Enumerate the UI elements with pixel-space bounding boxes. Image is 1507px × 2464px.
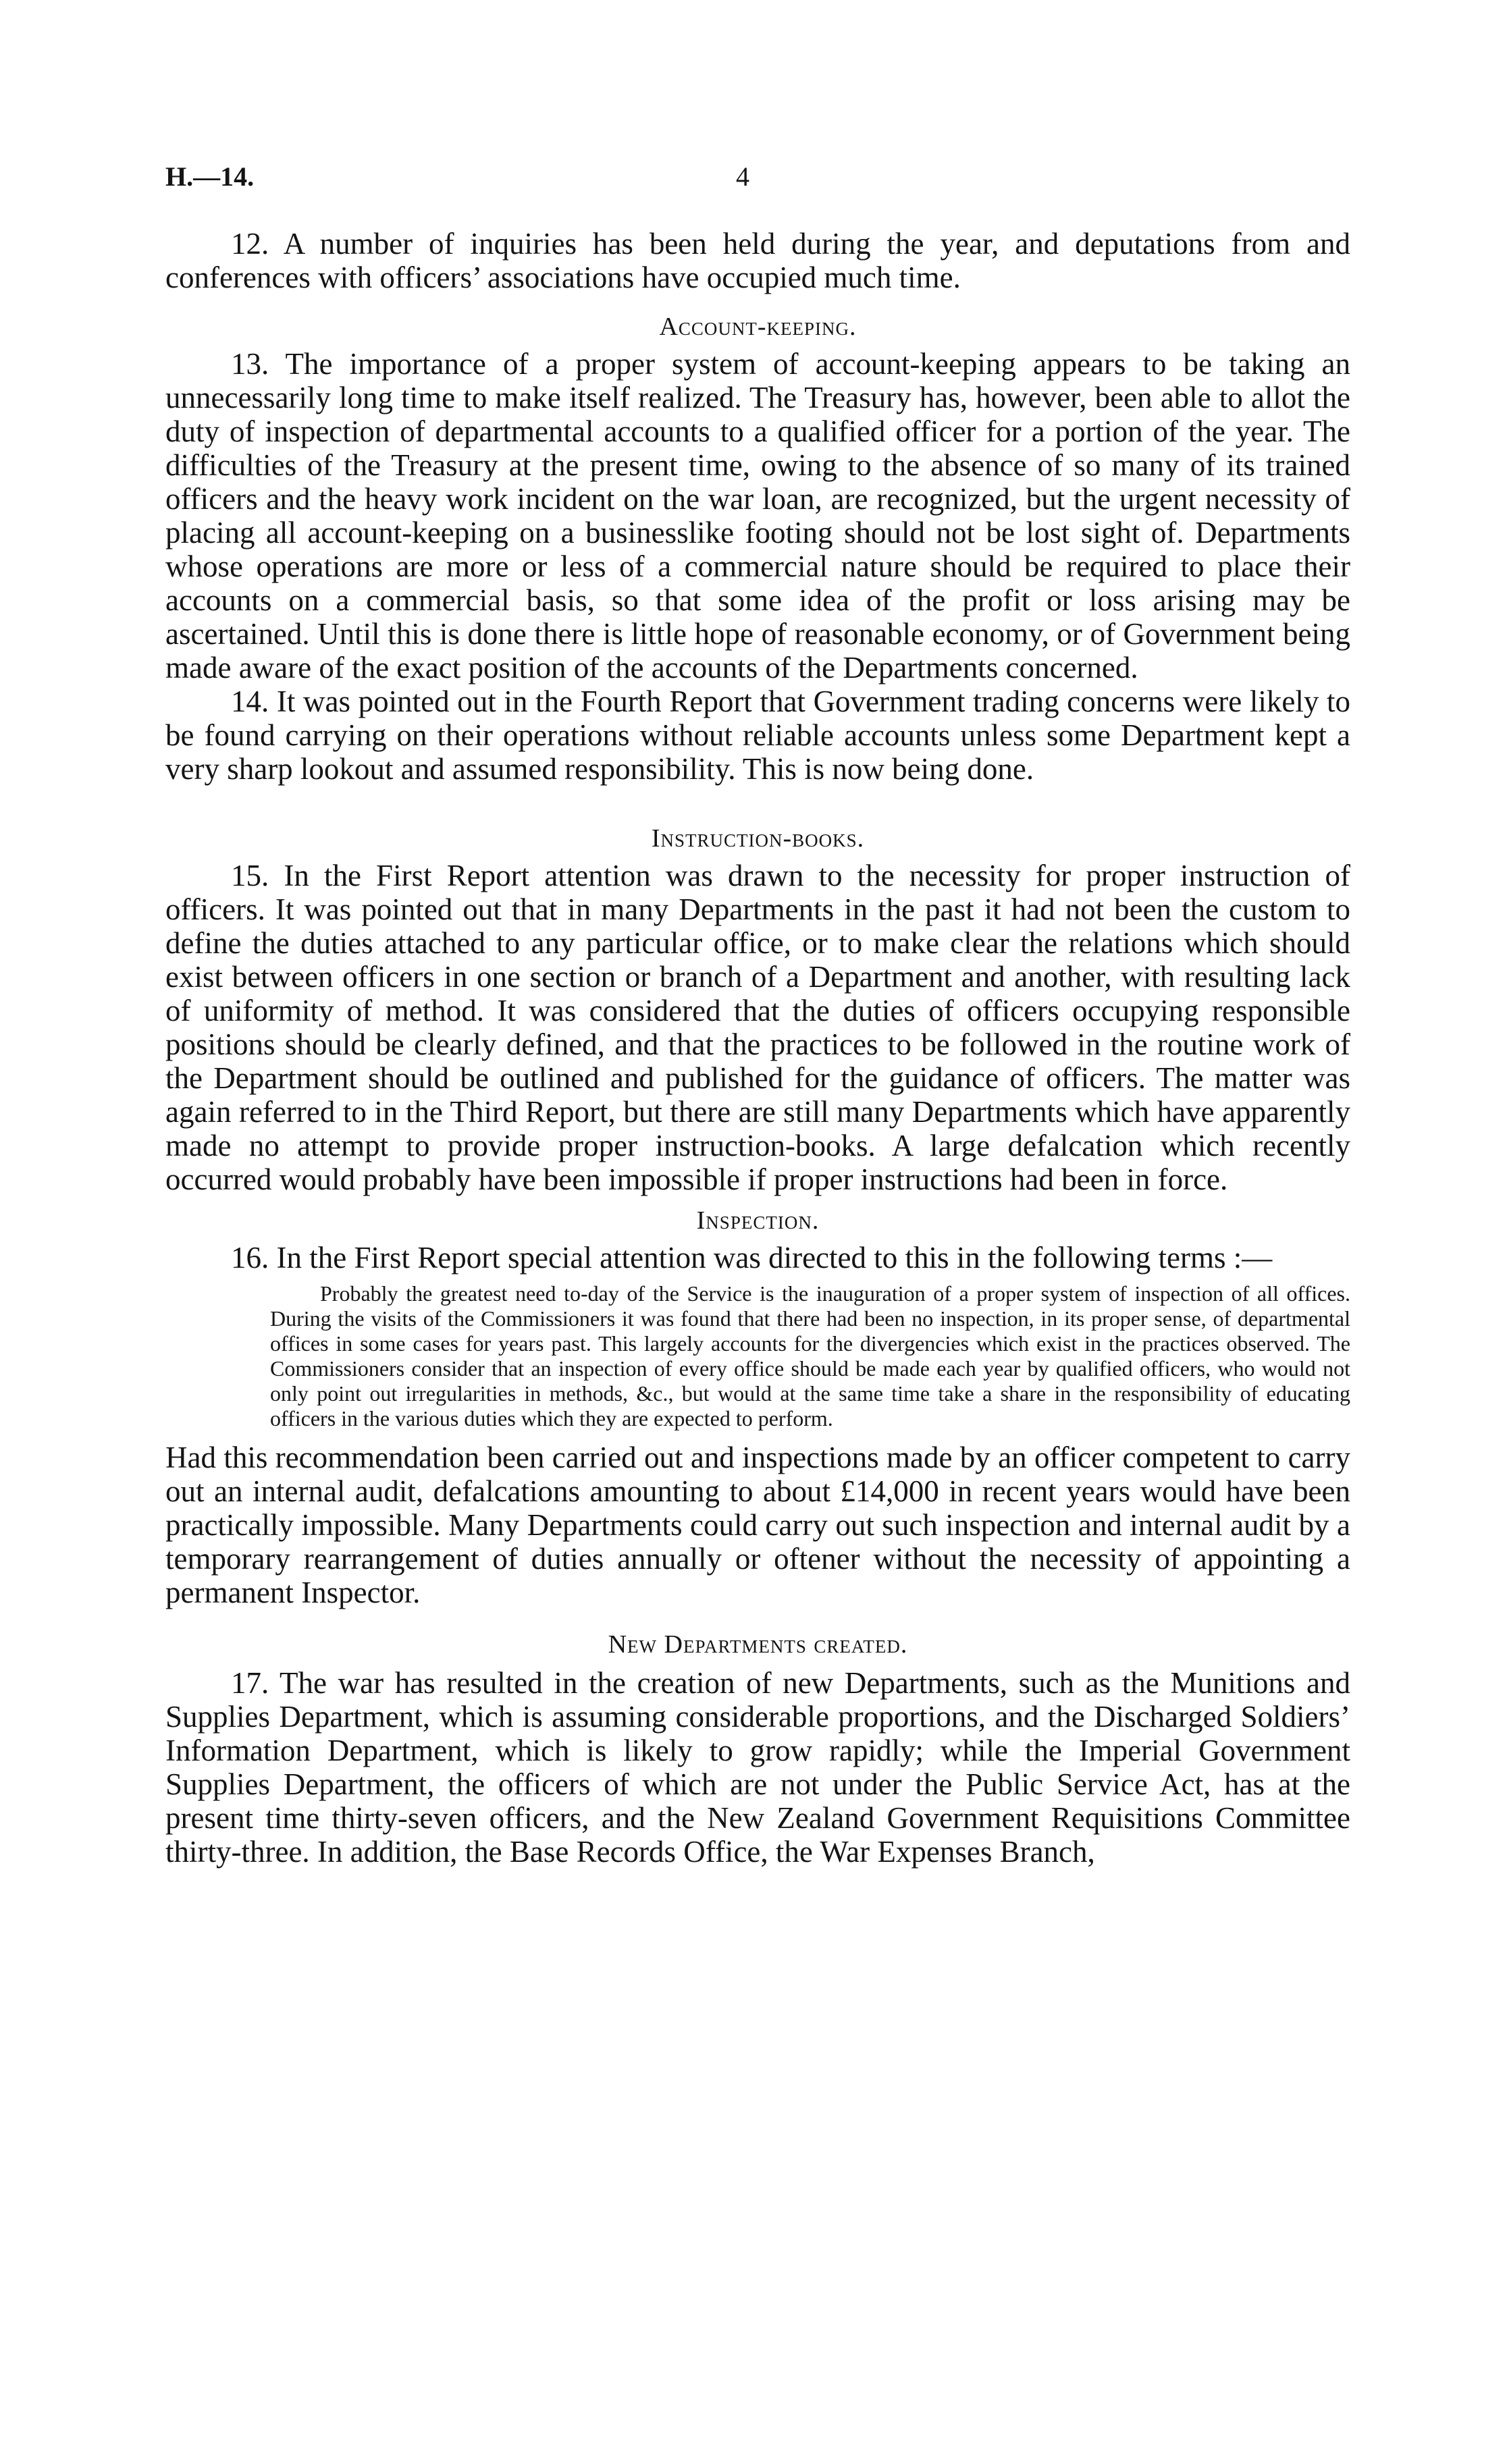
block-quote (165, 1281, 1350, 1431)
document-id: H.—14. (165, 161, 255, 192)
running-header (165, 161, 1350, 201)
paragraph-17: 17. The war has resulted in the creation of new Departments, such as the Munitions and Supplies Department, which is assuming considerable proportions, and the Discharged Soldiers’ Information Department, which is likely to grow rapidly; while the Imperial Government Supplies Department, the officers of which are not under the Public Service Act, has at the present time thirty-seven officers, and the New Zealand Government Requisitions Committee thirty-three. In addition, the Base Records Office, the War Expenses Branch, (165, 1666, 1350, 1869)
paragraph-13: 13. The importance of a proper system of account-keeping appears to be taking an unnecessarily long time to make itself realized. The Treasury has, however, been able to allot the duty of inspection of departmental accounts to a qualified officer for a portion of the year. The difficulties of the Treasury at the present time, owing to the absence of so many of its trained officers and the heavy work incident on the war loan, are recognized, but the urgent necessity of placing all account-keeping on a businesslike footing should not be lost sight of. Departments whose operations are more or less of a commercial nature should be required to place their accounts on a commercial basis, so that some idea of the profit or loss arising may be ascertained. Until this is done there is little hope of reasonable economy, or of Government being made aware of the exact position of the accounts of the Departments concerned. (165, 347, 1350, 685)
paragraph-12: 12. A number of inquiries has been held during the year, and deputations from and conferences with officers’ associations have occupied much time. (165, 227, 1350, 294)
section-heading-inspection: Inspection. (696, 1206, 820, 1235)
paragraph-15: 15. In the First Report attention was drawn to the necessity for proper instruction of officers. It was pointed out that in many Departments in the past it had not been the custom to define the duties attached to any particular office, or to make clear the relations which should exist between officers in one section or branch of a Department and another, with resulting lack of uniformity of method. It was considered that the duties of officers occupying responsible positions should be clearly defined, and that the practices to be followed in the routine work of the Department should be outlined and published for the guidance of officers. The matter was again referred to in the Third Report, but there are still many Departments which have apparently made no attempt to provide proper instruction-books. A large defalcation which recently occurred would probably have been impossible if proper instructions had been in force. (165, 859, 1350, 1196)
paragraph-16-continued: Had this recommendation been carried out and inspections made by an officer competent to carry out an internal audit, defalcations amounting to about £14,000 in recent years would have been practically impossible. Many Departments could carry out such inspection and internal audit by a temporary rearrangement of duties annually or oftener without the necessity of appointing a permanent Inspector. (165, 1441, 1350, 1609)
section-heading-account-keeping: Account-keeping. (659, 313, 857, 341)
section-heading-instruction-books: Instruction-books. (651, 824, 865, 853)
page-number: 4 (736, 161, 749, 192)
paragraph-14: 14. It was pointed out in the Fourth Report that Government trading concerns were likely to be found carrying on their operations without reliable accounts unless some Department kept a very sharp lookout and assumed responsibility. This is now being done. (165, 685, 1350, 786)
paragraph-16: 16. In the First Report special attention was directed to this in the following terms :— (231, 1241, 1273, 1275)
section-heading-new-departments: New Departments created. (608, 1630, 908, 1659)
quote-text: Probably the greatest need to-day of the Service is the inauguration of a proper system of inspection of all offices. During the visits of the Commissioners it was found that there had been no inspection, in its proper sense, of departmental offices in some cases for years past. This largely accounts for the divergencies which exist in the practices observed. The Commissioners consider that an inspection of every office should be made each year by qualified officers, who would not only point out irregularities in methods, &c., but would at the same time take a share in the responsibility of educating officers in the various duties which they are expected to perform. (270, 1281, 1350, 1430)
document-body (165, 227, 1350, 1869)
